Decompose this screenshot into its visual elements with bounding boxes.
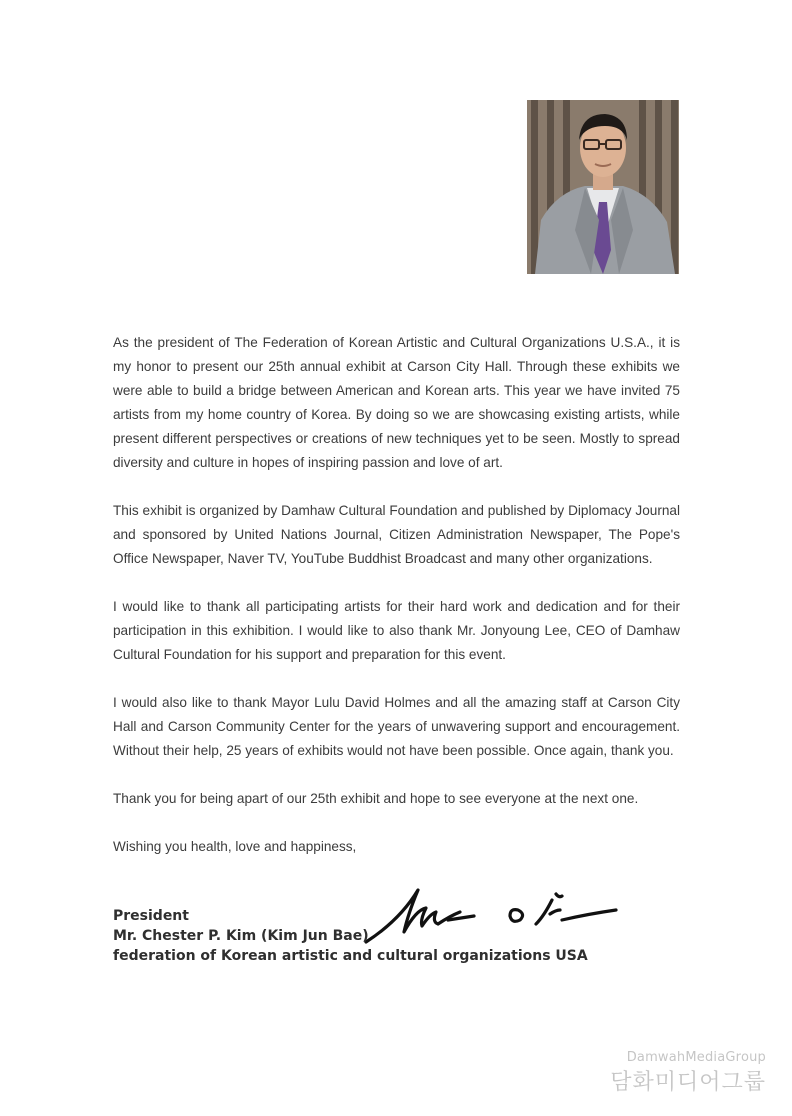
paragraph-sponsors: This exhibit is organized by Damhaw Cultural Foundation and published by Diplomacy Journal and sponsored by United Nations Journal, Citizen Administration Newspaper, The Pope's Office Newspaper, Naver TV, YouTube Buddhist Broadcast and many other organizations.: [113, 503, 680, 566]
publisher-watermark: [610, 1050, 766, 1096]
paragraph-thanks-artists: I would like to thank all participating artists for their hard work and dedication and for their participation in this exhibition. I would like to also thank Mr. Jonyoung Lee, CEO of Damhaw Cultural Foundation for his support and preparation for this event.: [113, 599, 680, 662]
paragraph-wishes: Wishing you health, love and happiness,: [113, 839, 357, 854]
paragraph-introduction: As the president of The Federation of Korean Artistic and Cultural Organizations U.S.A., it is my honor to present our 25th annual exhibit at Carson City Hall. Through these exhibits we were able to build a bridge between American and Korean arts. This year we have invited 75 artists from my home country of Korea. By doing so we are showcasing existing artists, while present different perspectives or creations of new techniques yet to be seen. Mostly to spread diversity and culture in hopes of inspiring passion and love of art.: [113, 335, 680, 470]
president-portrait-photo: [527, 100, 679, 274]
signer-role: President: [113, 908, 189, 924]
paragraph-closing: Thank you for being apart of our 25th exhibit and hope to see everyone at the next one.: [113, 791, 639, 806]
signer-name: Mr. Chester P. Kim (Kim Jun Bae): [113, 928, 369, 944]
watermark-english: DamwahMediaGroup: [626, 1050, 766, 1065]
signer-organization: federation of Korean artistic and cultural organizations USA: [113, 948, 588, 964]
watermark-korean: 담화미디어그룹: [610, 1070, 766, 1095]
paragraph-thanks-mayor: I would also like to thank Mayor Lulu David Holmes and all the amazing staff at Carson City Hall and Carson Community Center for the years of unwavering support and encouragement. Without their help, 25 years of exhibits would not have been possible. Once again, thank you.: [113, 695, 680, 758]
signature-block: [113, 906, 673, 966]
letter-body: [113, 331, 680, 883]
